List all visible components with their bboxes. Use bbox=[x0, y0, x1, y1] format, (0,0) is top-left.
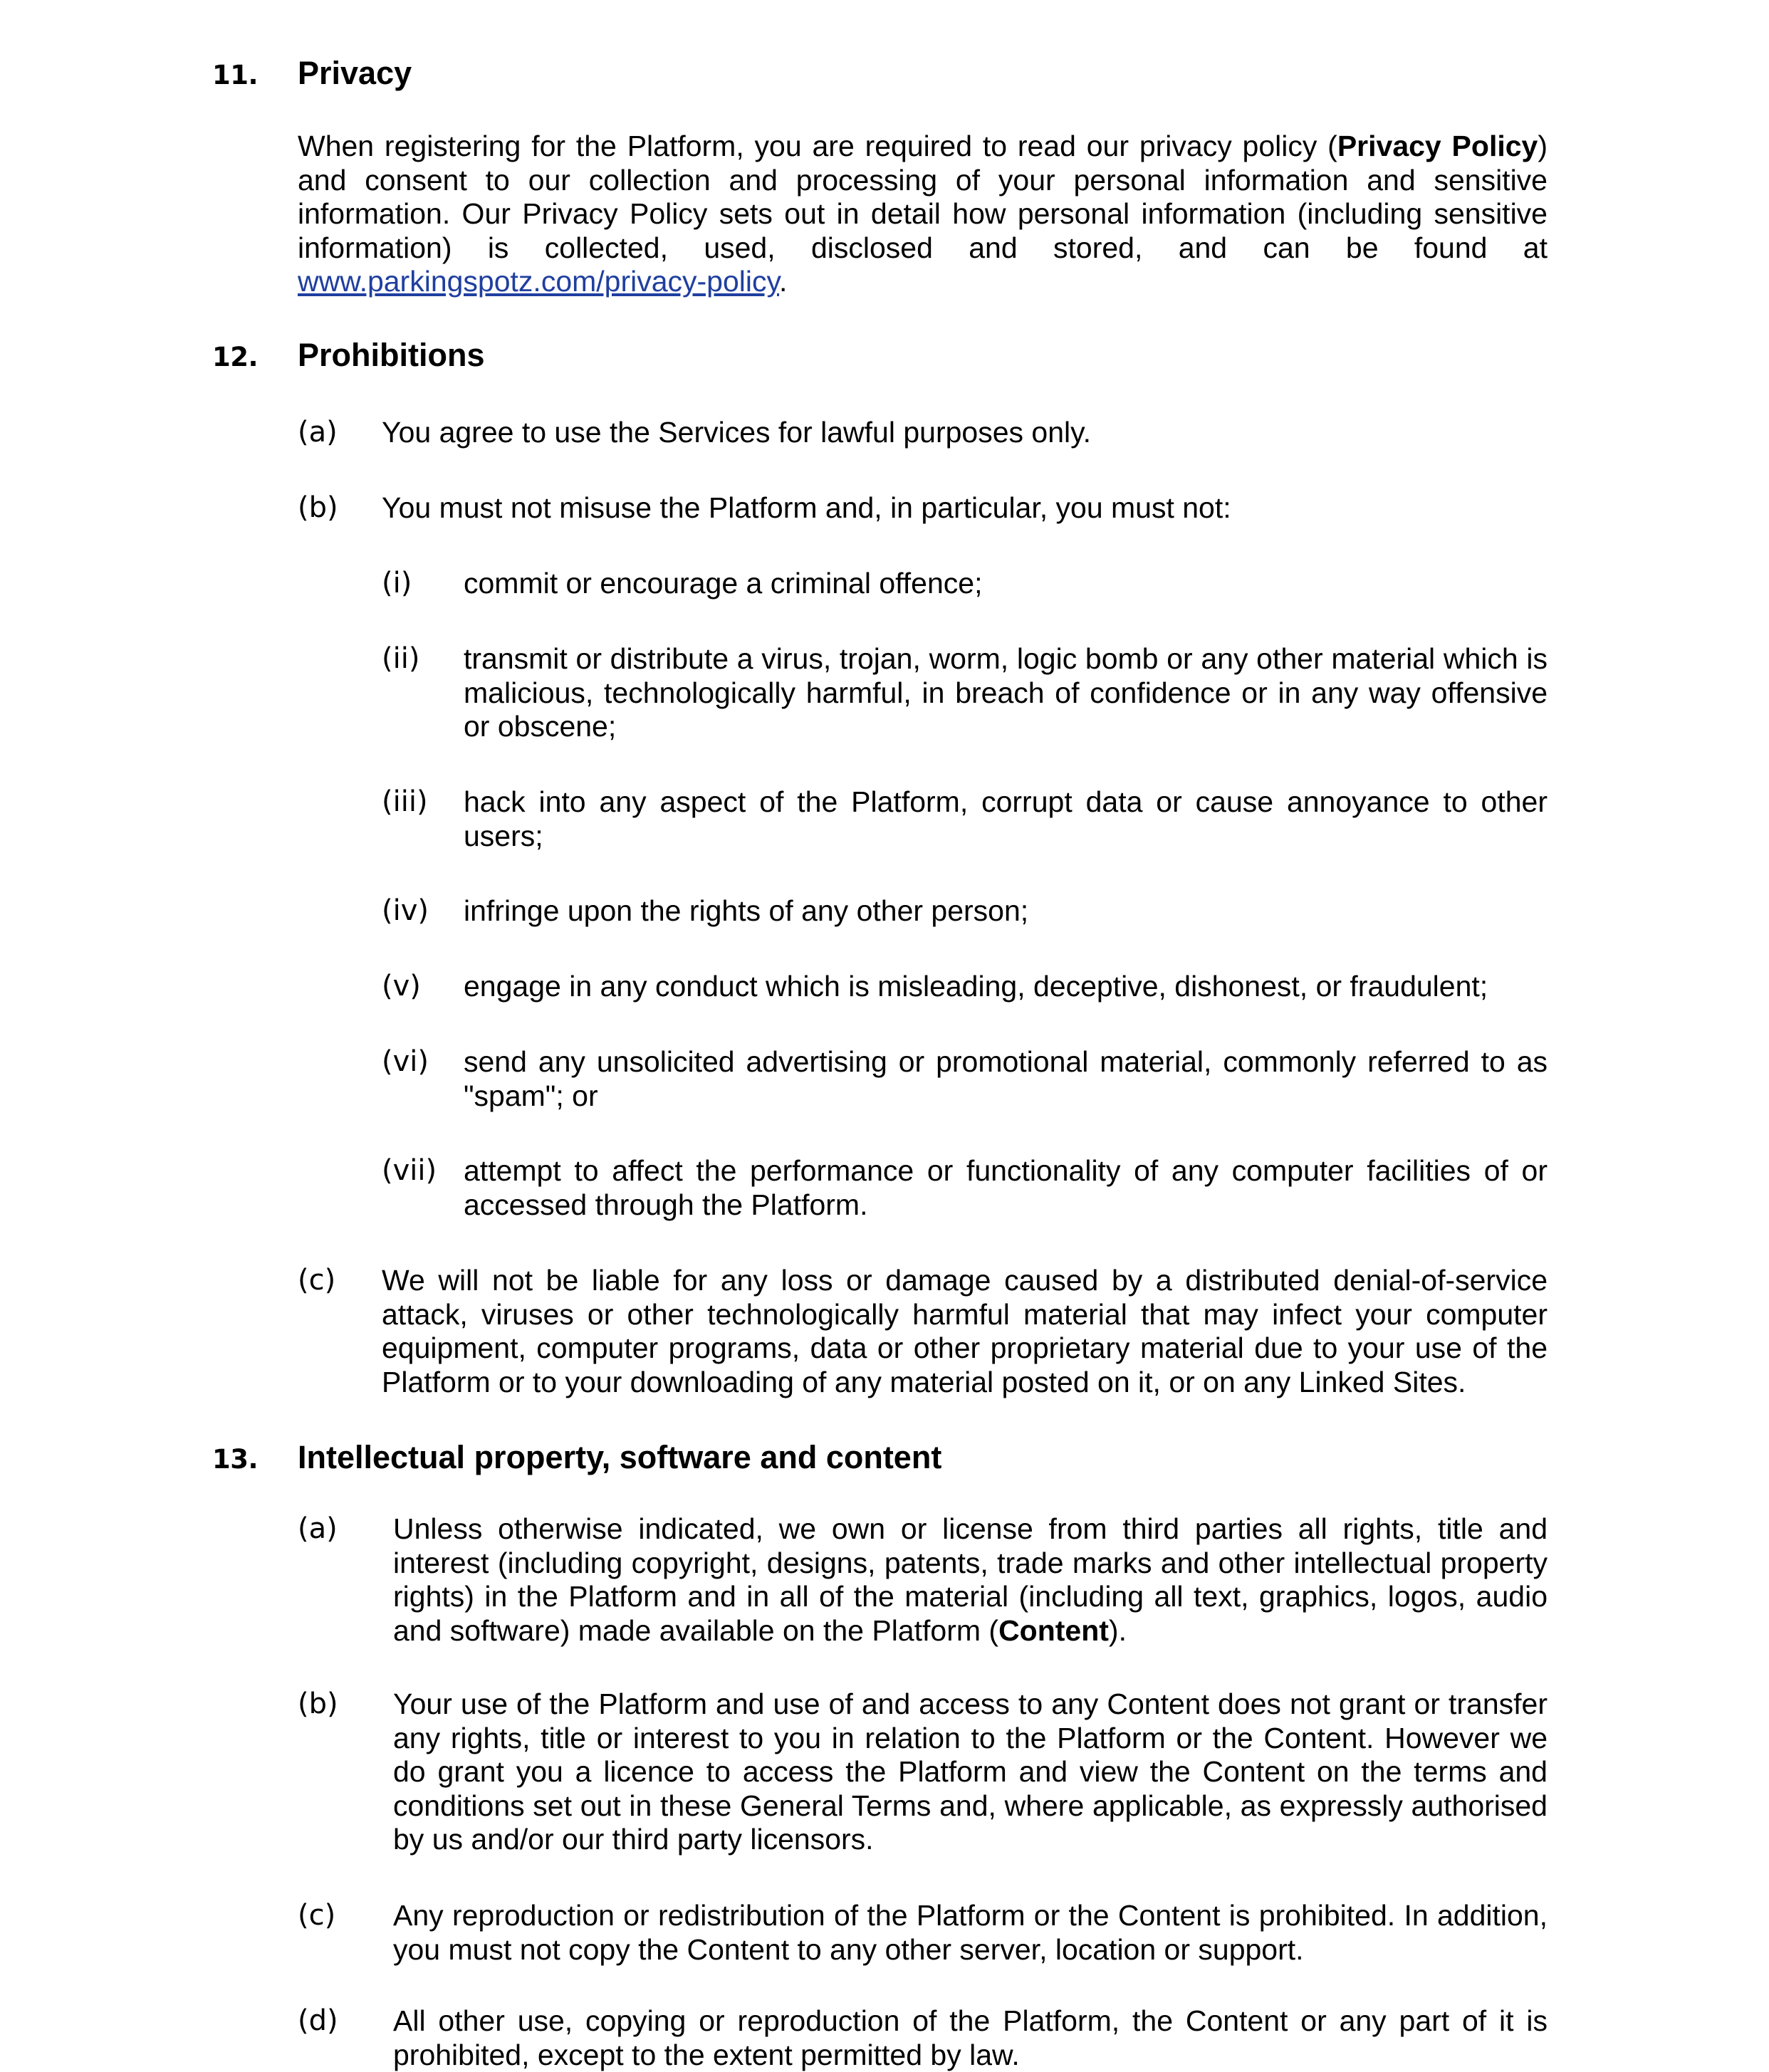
subclause-i-marker: (i) bbox=[382, 567, 412, 600]
subclause-v-marker: (v) bbox=[382, 970, 421, 1003]
content-text-before: Unless otherwise indicated, we own or license from third parties all rights, title and interest (including copyright, designs, patents, trade marks and other intellectual property rights) in the Platform and in all of the material (including all text, graphics, logos, audio and software) made available on the Platform ( bbox=[393, 1512, 1548, 1647]
content-term: Content bbox=[998, 1613, 1109, 1647]
clause-13a-marker: (a) bbox=[298, 1512, 338, 1545]
clause-12b-marker: (b) bbox=[298, 491, 338, 524]
subclause-vi-marker: (vi) bbox=[382, 1045, 429, 1078]
section-13-number: 13. bbox=[212, 1444, 259, 1475]
privacy-text-before: When registering for the Platform, you are required to read our privacy policy ( bbox=[298, 130, 1337, 162]
subclause-iv-text: infringe upon the rights of any other person; bbox=[464, 894, 1029, 927]
section-13-title: Intellectual property, software and content bbox=[298, 1439, 942, 1475]
subclause-iii-text: hack into any aspect of the Platform, corrupt data or cause annoyance to other users; bbox=[464, 785, 1548, 852]
subclause-vii-marker: (vii) bbox=[382, 1154, 437, 1187]
section-12-title: Prohibitions bbox=[298, 337, 485, 373]
clause-12a-text: You agree to use the Services for lawful purposes only. bbox=[382, 416, 1091, 449]
subclause-iii-marker: (iii) bbox=[382, 785, 428, 818]
privacy-text-middle: ) and consent to our collection and processing of your personal information and sensitive information. Our Privacy Policy sets out in detail how personal information (including sensitive information) is collected, used, disclosed and stored, and can be found at bbox=[298, 130, 1548, 264]
clause-12b-text: You must not misuse the Platform and, in particular, you must not: bbox=[382, 491, 1231, 524]
section-11-title: Privacy bbox=[298, 55, 412, 91]
privacy-policy-link[interactable]: www.parkingspotz.com/privacy-policy bbox=[298, 265, 779, 298]
privacy-policy-term: Privacy Policy bbox=[1337, 130, 1538, 162]
clause-13c-marker: (c) bbox=[298, 1899, 336, 1932]
clause-13b-marker: (b) bbox=[298, 1688, 338, 1720]
clause-13a-text bbox=[393, 1512, 1548, 1648]
content-text-after: ). bbox=[1108, 1613, 1127, 1647]
clause-12c-marker: (c) bbox=[298, 1264, 336, 1297]
subclause-v-text: engage in any conduct which is misleading, deceptive, dishonest, or fraudulent; bbox=[464, 970, 1488, 1003]
clause-12c-text: We will not be liable for any loss or damage caused by a distributed denial-of-service attack, viruses or other technologically harmful material that may infect your computer equipment, computer programs, data or other proprietary material due to your use of the Platform or to your downloading of any material posted on it, or on any Linked Sites. bbox=[382, 1264, 1548, 1398]
section-11-paragraph bbox=[298, 130, 1548, 299]
clause-13d-text: All other use, copying or reproduction of the Platform, the Content or any part of it is prohibited, except to the extent permitted by law. bbox=[393, 2004, 1548, 2071]
clause-13b-text: Your use of the Platform and use of and access to any Content does not grant or transfer any rights, title or interest to you in relation to the Platform or the Content. However we do grant you a licence to access the Platform and view the Content on the terms and conditions set out in these General Terms and, where applicable, as expressly authorised by us and/or our third party licensors. bbox=[393, 1688, 1548, 1856]
privacy-text-after: . bbox=[778, 265, 788, 298]
subclause-iv-marker: (iv) bbox=[382, 894, 429, 927]
clause-13d-marker: (d) bbox=[298, 2004, 338, 2037]
subclause-ii-text: transmit or distribute a virus, trojan, worm, logic bomb or any other material which is malicious, technologically harmful, in breach of confidence or in any way offensive or obscene; bbox=[464, 642, 1548, 743]
section-12-number: 12. bbox=[212, 342, 259, 372]
section-11-number: 11. bbox=[212, 60, 259, 90]
clause-13c-text: Any reproduction or redistribution of the Platform or the Content is prohibited. In addition, you must not copy the Content to any other server, location or support. bbox=[393, 1899, 1548, 1966]
clause-12a-marker: (a) bbox=[298, 416, 338, 449]
subclause-vi-text: send any unsolicited advertising or promotional material, commonly referred to as "spam"; or bbox=[464, 1045, 1548, 1112]
subclause-vii-text: attempt to affect the performance or functionality of any computer facilities of or accessed through the Platform. bbox=[464, 1154, 1548, 1221]
subclause-ii-marker: (ii) bbox=[382, 642, 420, 675]
subclause-i-text: commit or encourage a criminal offence; bbox=[464, 567, 983, 600]
